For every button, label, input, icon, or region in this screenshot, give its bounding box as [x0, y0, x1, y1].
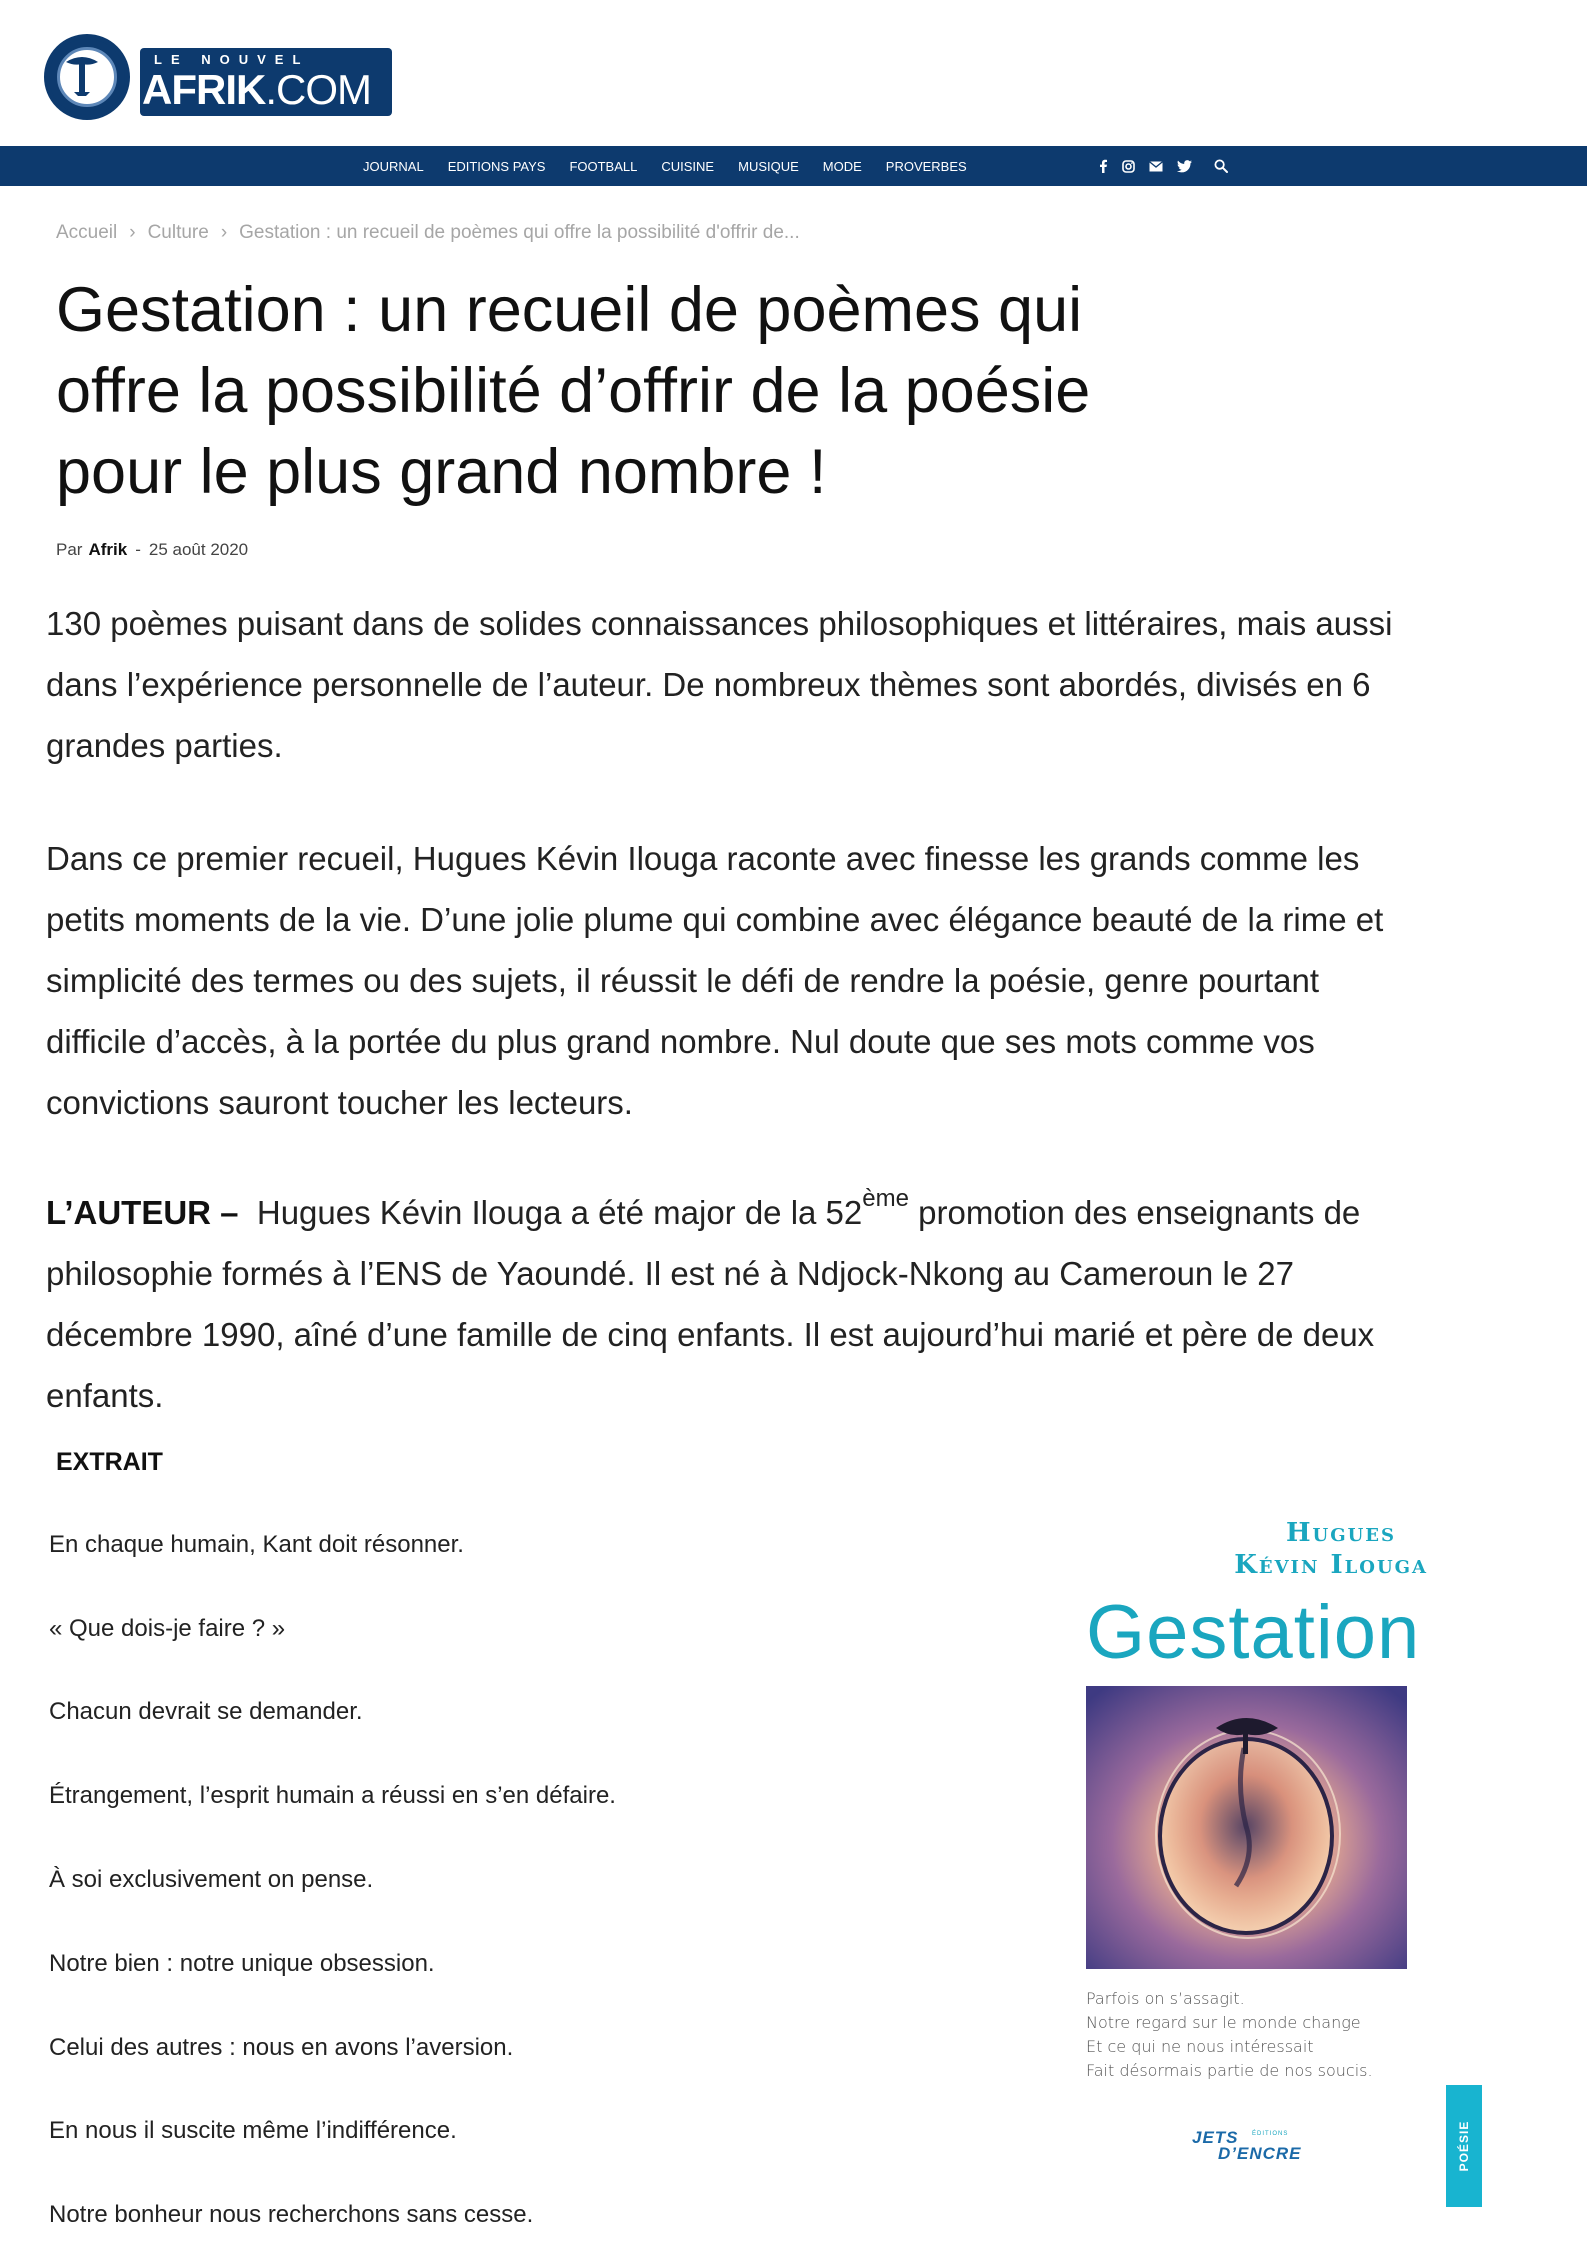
poem-line: En nous il suscite même l’indifférence. — [49, 2117, 457, 2144]
cover-quote-line: Fait désormais partie de nos soucis. — [1086, 2061, 1373, 2080]
poem-line: Chacun devrait se demander. — [49, 1698, 363, 1725]
cover-title: Gestation — [1086, 1590, 1421, 1675]
nav-item-football[interactable]: FOOTBALL — [569, 158, 638, 174]
instagram-icon[interactable] — [1122, 160, 1135, 173]
cover-author-last: Kévin Ilouga — [1234, 1550, 1428, 1580]
cover-quote-line: Parfois on s’assagit. — [1086, 1989, 1245, 2008]
genre-label: POÉSIE — [1457, 2120, 1471, 2172]
search-icon[interactable] — [1214, 159, 1228, 173]
logo-brand: AFRIK — [142, 66, 266, 113]
cover-quote-line: Notre regard sur le monde change — [1086, 2013, 1361, 2032]
breadcrumb-separator: › — [129, 222, 136, 243]
logo-small-text: LE NOUVEL — [154, 52, 310, 67]
cover-quote-line: Et ce qui ne nous intéressait — [1086, 2037, 1314, 2056]
article-meta — [56, 540, 248, 560]
nav-item-cuisine[interactable]: CUISINE — [661, 158, 715, 174]
author-text-b: promotion des enseignants de philosophie formés à l’ENS de Yaoundé. Il est né à Ndjock-Nkong au Cameroun le 27 décembre 1990, aîné d’une famille de cinq enfants. Il est aujourd’hui marié et père de deux enfants. — [46, 1194, 1375, 1414]
article-intro: 130 poèmes puisant dans de solides connaissances philosophiques et littéraires, mais aussi dans l’expérience personnelle de l’auteur. De nombreux thèmes sont abordés, divisés en 6 grandes parties. — [46, 605, 1393, 764]
twitter-icon[interactable] — [1177, 160, 1192, 173]
breadcrumb-section[interactable]: Culture — [147, 222, 209, 243]
site-header — [0, 0, 1587, 146]
article-title: Gestation : un recueil de poèmes qui offre la possibilité d’offrir de la poésie pour le plus grand nombre ! — [56, 275, 1091, 507]
article-paragraph: Dans ce premier recueil, Hugues Kévin Ilouga raconte avec finesse les grands comme les petits moments de la vie. D’une jolie plume qui combine avec élégance beauté de la rime et simplicité des termes ou des sujets, il réussit le défi de rendre la poésie, genre pourtant difficile d’accès, à la portée du plus grand nombre. Nul doute que ses mots comme vos convictions sauront toucher les lecteurs. — [46, 840, 1384, 1121]
genre-tab — [1446, 2085, 1482, 2207]
breadcrumb — [56, 222, 800, 244]
facebook-icon[interactable] — [1098, 159, 1108, 173]
poem-line: À soi exclusivement on pense. — [49, 1866, 374, 1893]
publisher-name-b: D’ENCRE — [1218, 2144, 1302, 2163]
poem-line: « Que dois-je faire ? » — [49, 1615, 286, 1642]
publisher-name-a: JETS — [1192, 2128, 1239, 2147]
poem-line: Étrangement, l’esprit humain a réussi en s’en défaire. — [49, 1782, 616, 1809]
meta-separator: - — [135, 540, 141, 559]
cover-artwork — [1086, 1686, 1407, 1969]
poem-line: En chaque humain, Kant doit résonner. — [49, 1531, 464, 1558]
poem-line: Celui des autres : nous en avons l’aversion. — [49, 2034, 514, 2061]
nav-item-journal[interactable]: JOURNAL — [363, 158, 424, 174]
poem-line: Notre bien : notre unique obsession. — [49, 1950, 435, 1977]
main-nav — [0, 146, 1587, 186]
publish-date: 25 août 2020 — [148, 540, 249, 559]
nav-item-proverbes[interactable]: PROVERBES — [885, 158, 967, 174]
nav-item-editions-pays[interactable]: EDITIONS PAYS — [447, 158, 546, 174]
author-text-a: Hugues Kévin Ilouga a été major de la 52 — [256, 1194, 863, 1231]
poem-line: Notre bonheur nous recherchons sans cesse. — [49, 2201, 534, 2228]
mail-icon[interactable] — [1149, 161, 1163, 172]
logo-main-text — [142, 66, 371, 114]
by-label: Par — [56, 540, 83, 559]
author-lead: L’AUTEUR – — [46, 1194, 239, 1231]
nav-menu — [363, 146, 991, 186]
logo-suffix: .COM — [265, 66, 371, 113]
breadcrumb-home[interactable]: Accueil — [56, 222, 118, 243]
social-links — [1098, 146, 1242, 186]
ordinal-suffix: ème — [862, 1185, 909, 1212]
breadcrumb-current: Gestation : un recueil de poèmes qui offre la possibilité d'offrir de... — [239, 222, 800, 243]
cover-quote — [1086, 1987, 1416, 2083]
cover-author-first: Hugues — [1285, 1518, 1396, 1548]
breadcrumb-separator: › — [220, 222, 228, 243]
extrait-heading: EXTRAIT — [56, 1448, 163, 1476]
publisher-label: ÉDITIONS — [1252, 2131, 1289, 2137]
nav-item-mode[interactable]: MODE — [822, 158, 862, 174]
tree-icon — [52, 42, 112, 102]
author-paragraph — [46, 1182, 1396, 1426]
nav-item-musique[interactable]: MUSIQUE — [738, 158, 799, 174]
publisher-logo — [1192, 2120, 1322, 2163]
book-cover — [1070, 1505, 1490, 2225]
author-link[interactable]: Afrik — [88, 540, 128, 559]
site-logo[interactable] — [44, 34, 394, 130]
